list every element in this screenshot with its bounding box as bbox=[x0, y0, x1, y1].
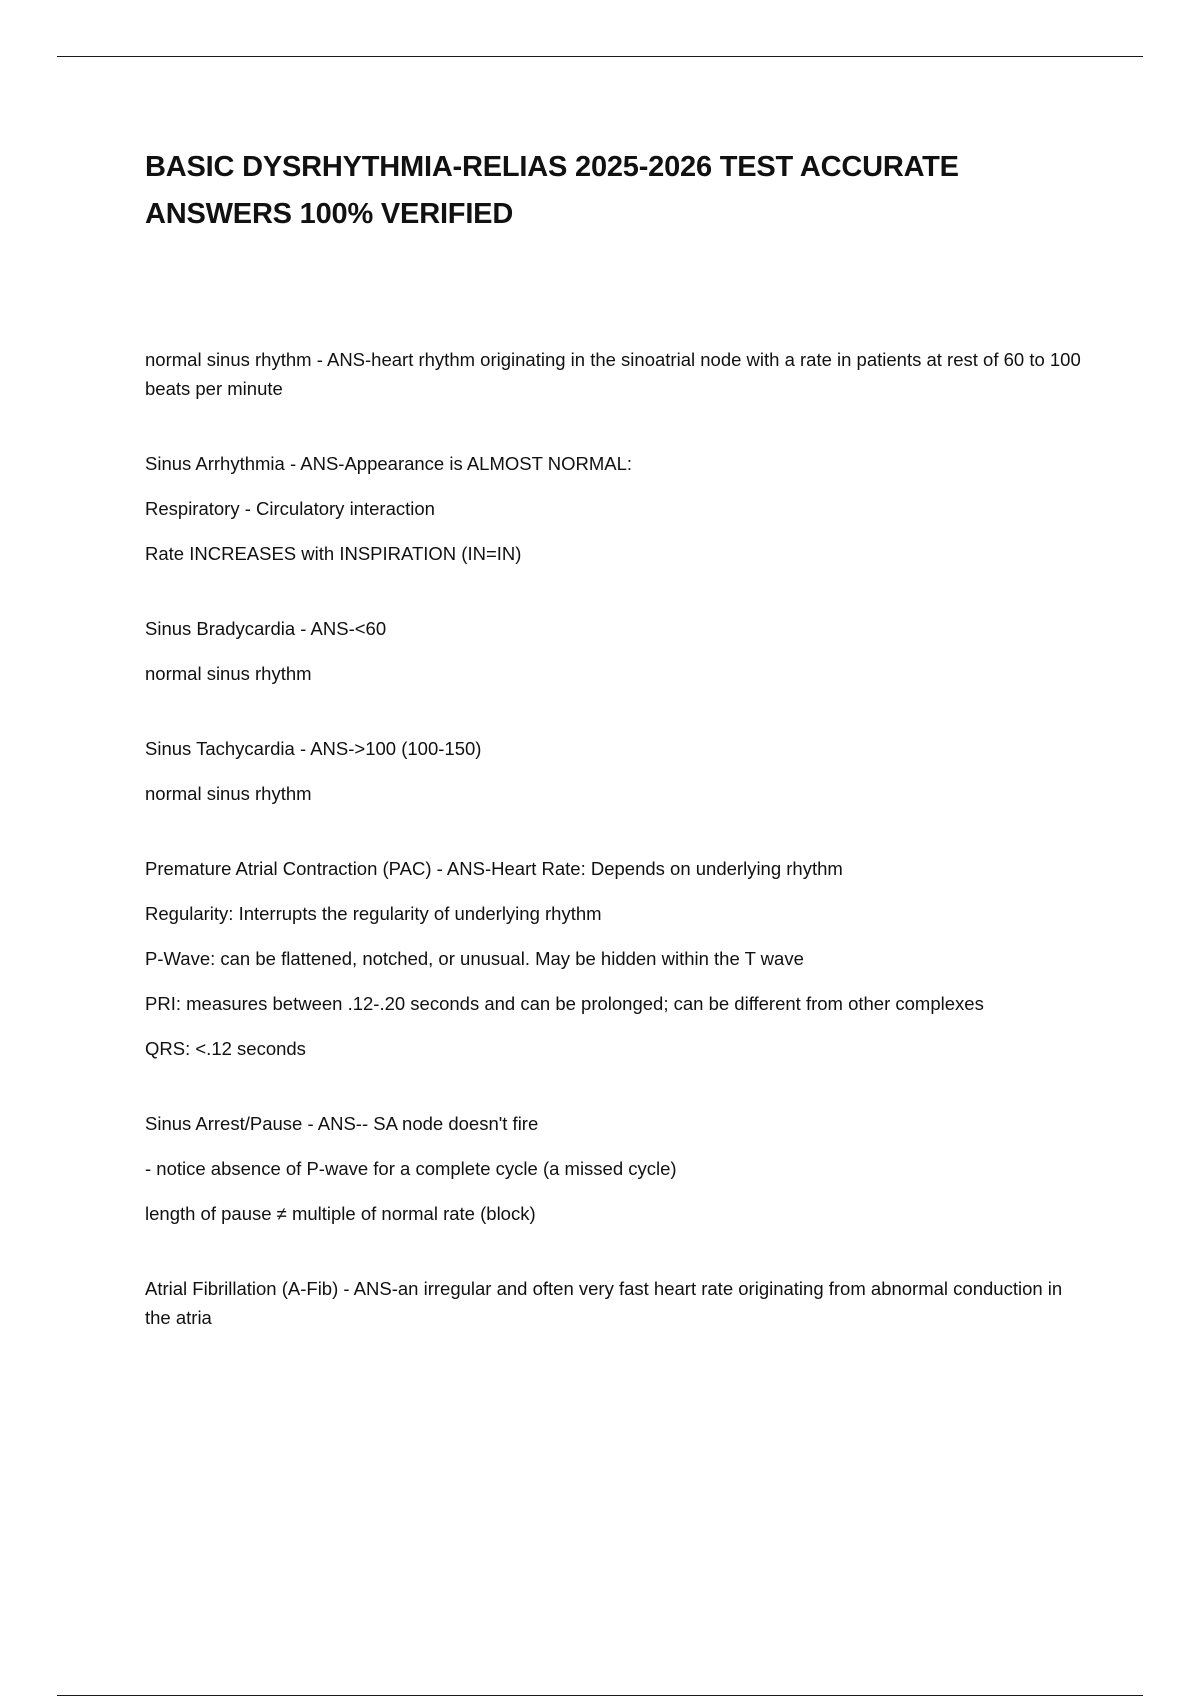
entry-line: Sinus Arrhythmia - ANS-Appearance is ALMOST NORMAL: bbox=[145, 453, 633, 474]
entry-line: Sinus Bradycardia - ANS-<60 bbox=[145, 618, 387, 639]
document-title: BASIC DYSRHYTHMIA-RELIAS 2025-2026 TEST ACCURATE ANSWERS 100% VERIFIED bbox=[145, 151, 959, 230]
qa-entry bbox=[145, 1109, 1085, 1228]
qa-entries bbox=[145, 345, 1085, 1378]
qa-entry bbox=[145, 345, 1085, 403]
entry-line: Rate INCREASES with INSPIRATION (IN=IN) bbox=[145, 543, 522, 564]
entry-line: normal sinus rhythm - ANS-heart rhythm originating in the sinoatrial node with a rate in patients at rest of 60 to 100 beats per minute bbox=[145, 349, 1081, 399]
qa-entry bbox=[145, 449, 1085, 568]
entry-line: Premature Atrial Contraction (PAC) - ANS-Heart Rate: Depends on underlying rhythm bbox=[145, 858, 843, 879]
entry-line: QRS: <.12 seconds bbox=[145, 1038, 306, 1059]
entry-line: Regularity: Interrupts the regularity of underlying rhythm bbox=[145, 903, 602, 924]
entry-line: Sinus Tachycardia - ANS->100 (100-150) bbox=[145, 738, 482, 759]
entry-line: PRI: measures between .12-.20 seconds and can be prolonged; can be different from other complexes bbox=[145, 993, 984, 1014]
entry-line: - notice absence of P-wave for a complete cycle (a missed cycle) bbox=[145, 1158, 677, 1179]
entry-line: length of pause ≠ multiple of normal rate (block) bbox=[145, 1203, 536, 1224]
entry-line: Sinus Arrest/Pause - ANS-- SA node doesn't fire bbox=[145, 1113, 539, 1134]
qa-entry bbox=[145, 854, 1085, 1063]
entry-line: P-Wave: can be flattened, notched, or unusual. May be hidden within the T wave bbox=[145, 948, 804, 969]
entry-line: normal sinus rhythm bbox=[145, 663, 312, 684]
qa-entry bbox=[145, 734, 1085, 808]
entry-line: Respiratory - Circulatory interaction bbox=[145, 498, 435, 519]
entry-line: Atrial Fibrillation (A-Fib) - ANS-an irregular and often very fast heart rate originating from abnormal conduction in the atria bbox=[145, 1278, 1063, 1328]
qa-entry bbox=[145, 614, 1085, 688]
entry-line: normal sinus rhythm bbox=[145, 783, 312, 804]
header-rule bbox=[57, 56, 1143, 57]
footer-rule bbox=[57, 1695, 1143, 1696]
qa-entry bbox=[145, 1274, 1085, 1332]
